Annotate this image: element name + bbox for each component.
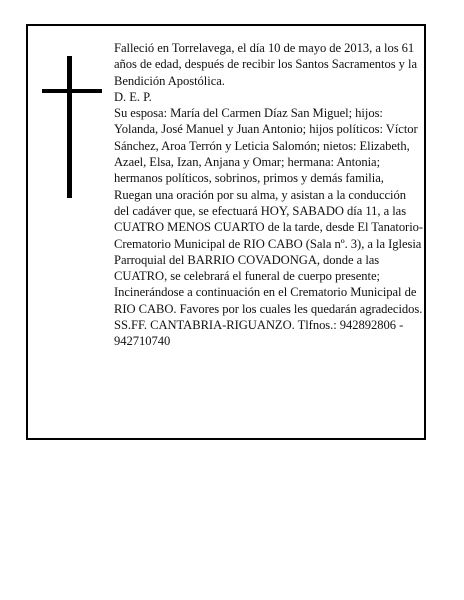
obituary-text [114, 40, 424, 350]
cross-vertical-bar [67, 56, 72, 198]
family-members: Su esposa: María del Carmen Díaz San Miguel; hijos: Yolanda, José Manuel y Juan Antonio; hijos políticos: Víctor Sánchez, Aroa Terrón y Leticia Salomón; nietos: Elizabeth, Azael, Elsa, Izan, Anjana y Omar; hermana: Antonia; hermanos políticos, sobrinos, primos y demás familia, [114, 106, 418, 186]
cross-horizontal-bar [42, 89, 102, 93]
death-announcement: Falleció en Torrelavega, el día 10 de mayo de 2013, a los 61 años de edad, después de recibir los Santos Sacramentos y la Bendición Apostólica. [114, 41, 418, 88]
latin-cross-icon [42, 56, 102, 198]
funeral-home-contact: SS.FF. CANTABRIA-RIGUANZO. Tlfnos.: 942892806 - 942710740 [114, 318, 404, 349]
funeral-details: Ruegan una oración por su alma, y asistan a la conducción del cadáver que, se efectuará HOY, SABADO día 11, a las CUATRO MENOS CUARTO de la tarde, desde El Tanatorio-Crematorio Municipal de RIO CABO (Sala nº. 3), a la Iglesia Parroquial del BARRIO COVADONGA, donde a las CUATRO, se celebrará el funeral de cuerpo presente; Incinerándose a continuación en el Crematorio Municipal de RIO CABO. Favores por los cuales les quedarán agradecidos. [114, 187, 424, 316]
rest-in-peace: D. E. P. [114, 89, 152, 104]
obituary-notice [26, 24, 426, 440]
